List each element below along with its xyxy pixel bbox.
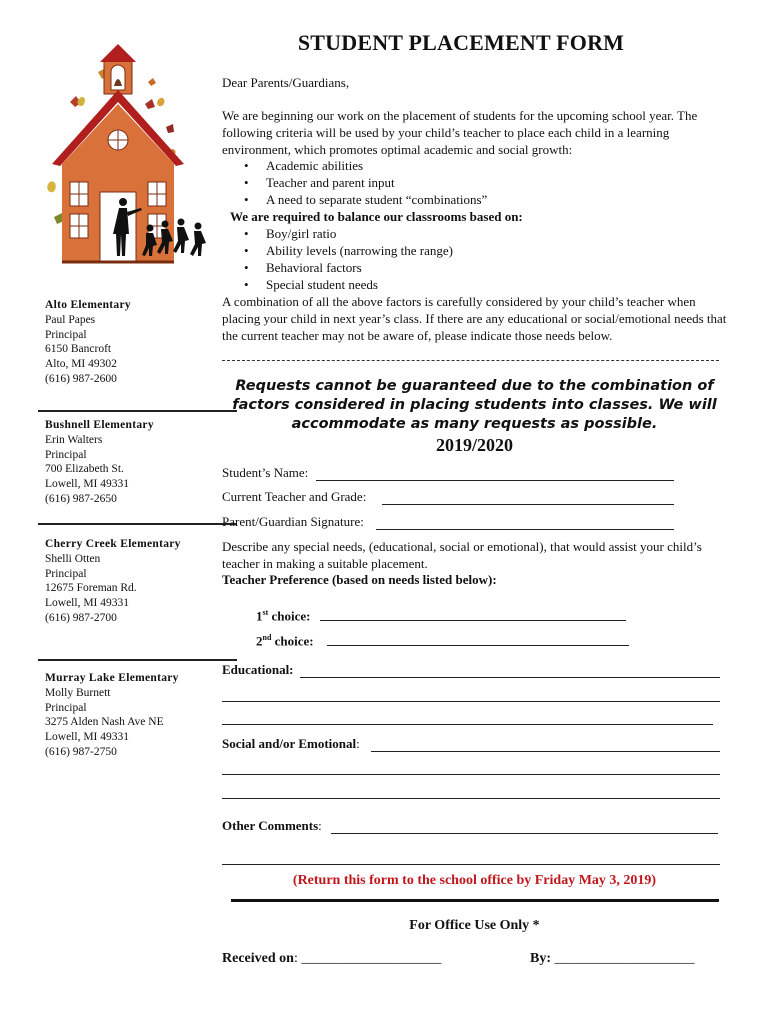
student-name-field[interactable] [316,480,674,481]
other-comments-label: Other Comments: [222,818,322,833]
balance-item: • Ability levels (narrowing the range) [266,242,453,259]
second-choice-label: 2nd choice: [256,633,314,649]
balance-heading: We are required to balance our classrooms based on: [230,209,523,224]
educational-label: Educational: [222,662,294,677]
school-title: Principal [45,328,87,341]
first-choice-field[interactable] [320,620,626,621]
balance-item: • Special student needs [266,276,378,293]
balance-item: • Behavioral factors [266,259,362,276]
sidebar-divider [38,410,237,412]
school-phone: (616) 987-2700 [45,611,117,624]
received-on-label: Received on: ____________________ [222,951,442,966]
school-street: 6150 Bancroft [45,343,112,356]
intro-paragraph: We are beginning our work on the placement of students for the upcoming school year. The following criteria will be used by your child’s teacher to place each child in a learning environment, which promotes optimal academic and social growth: [222,108,698,157]
school-city: Lowell, MI 49331 [45,731,130,744]
return-note: (Return this form to the school office by Friday May 3, 2019) [292,873,657,888]
sidebar-divider [38,523,237,525]
social-field[interactable] [371,751,720,752]
social-field[interactable] [222,798,720,799]
other-comments-field[interactable] [222,864,720,865]
by-field[interactable]: ____________________ [554,951,695,966]
by-label: By: ____________________ [530,951,695,966]
sidebar-divider [38,659,237,661]
school-contact: Molly Burnett [45,686,111,699]
school-name: Bushnell Elementary [45,419,154,431]
school-contact: Paul Papes [45,313,96,326]
social-field[interactable] [222,774,720,775]
educational-field[interactable] [222,724,713,725]
thick-divider [231,899,719,902]
school-alto [45,298,131,387]
balance-item: • Boy/girl ratio [266,225,336,242]
school-street: 700 Elizabeth St. [45,463,124,476]
school-title: Principal [45,567,87,580]
office-use-heading: For Office Use Only * [409,918,540,933]
teacher-preference-label: Teacher Preference (based on needs listed below): [222,572,497,587]
criteria-item: • A need to separate student “combinations” [266,191,487,208]
combination-paragraph: A combination of all the above factors is carefully considered by your child’s teacher when placing your child in next year’s class. If there are any educational or social/emotional needs that the current teacher may not be aware of, please indicate those needs below. [222,294,727,343]
school-name: Alto Elementary [45,299,131,311]
school-street: 12675 Foreman Rd. [45,582,137,595]
school-phone: (616) 987-2650 [45,492,117,505]
school-contact: Erin Walters [45,433,103,446]
second-choice-field[interactable] [327,645,629,646]
school-name: Murray Lake Elementary [45,672,179,684]
school-murray-lake [45,671,179,760]
student-name-label: Student’s Name: [222,465,309,480]
educational-field[interactable] [222,701,720,702]
school-title: Principal [45,701,87,714]
school-city: Lowell, MI 49331 [45,478,130,491]
school-street: 3275 Alden Nash Ave NE [45,716,164,729]
school-name: Cherry Creek Elementary [45,538,181,550]
school-contact: Shelli Otten [45,552,101,565]
signature-label: Parent/Guardian Signature: [222,514,364,529]
school-phone: (616) 987-2750 [45,745,117,758]
criteria-item: • Academic abilities [266,157,363,174]
school-city: Alto, MI 49302 [45,358,117,371]
school-bushnell [45,418,154,507]
form-title: STUDENT PLACEMENT FORM [297,30,625,55]
criteria-item: • Teacher and parent input [266,174,395,191]
received-on-field[interactable]: ____________________ [301,951,442,966]
schoolhouse-clipart [40,42,215,277]
describe-paragraph: Describe any special needs, (educational, social or emotional), that would assist your child’s teacher in making a suitable placement. [222,539,702,571]
school-city: Lowell, MI 49331 [45,597,130,610]
first-choice-label: 1st choice: [256,608,311,624]
current-teacher-field[interactable] [382,504,674,505]
school-cherry-creek [45,537,181,626]
current-teacher-label: Current Teacher and Grade: [222,489,367,504]
educational-field[interactable] [300,677,720,678]
signature-field[interactable] [376,529,674,530]
requests-note: Requests cannot be guaranteed due to the combination of factors considered in placing students into classes. We will accommodate as many requests as possible. [232,378,717,432]
school-phone: (616) 987-2600 [45,372,117,385]
dashed-divider [222,360,719,361]
greeting: Dear Parents/Guardians, [222,75,350,90]
school-year: 2019/2020 [435,435,513,455]
school-title: Principal [45,448,87,461]
social-label: Social and/or Emotional: [222,736,360,751]
other-comments-field[interactable] [331,833,718,834]
